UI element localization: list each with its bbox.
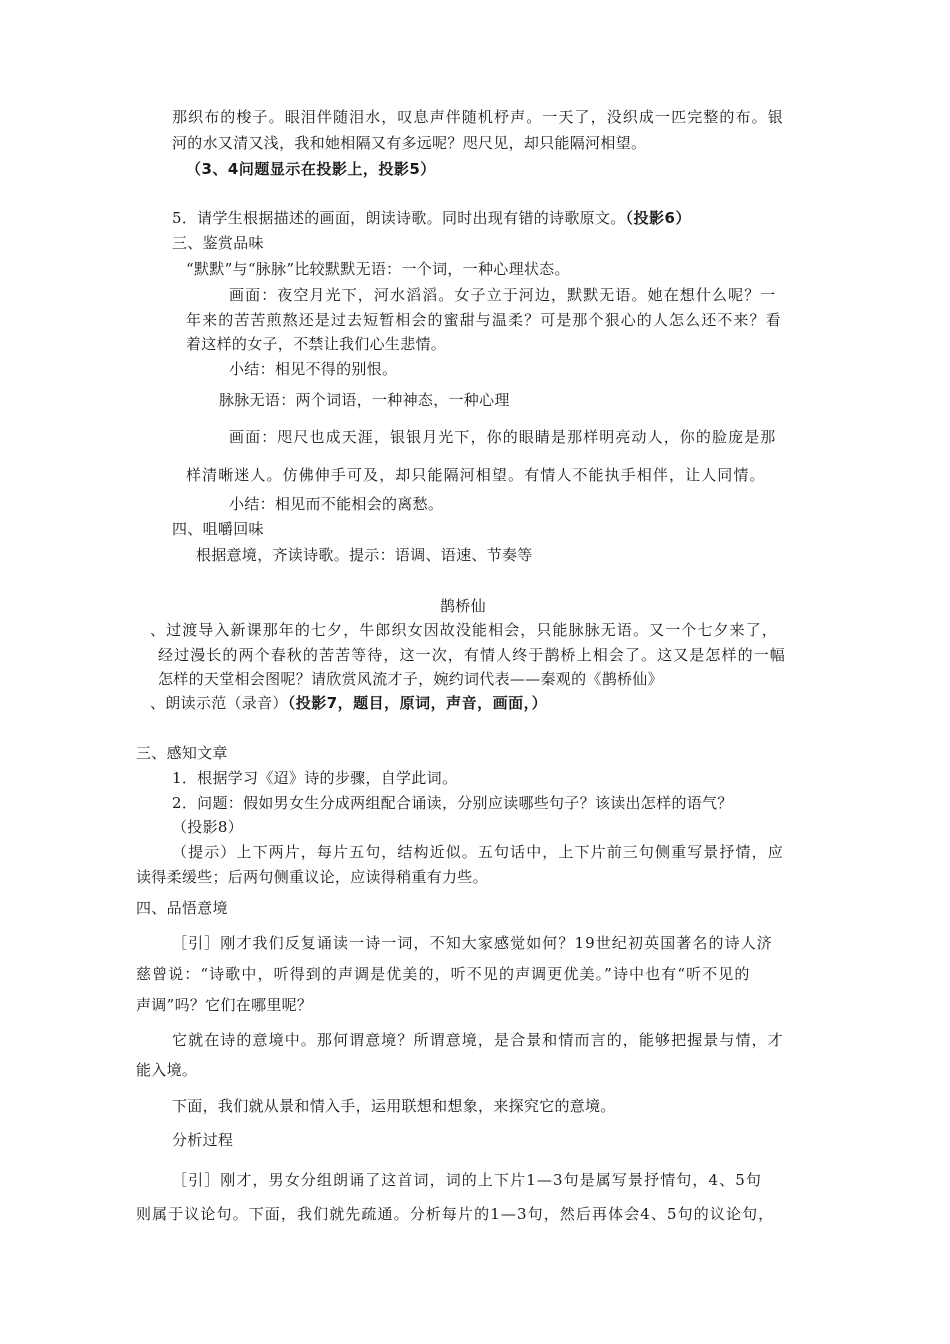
text-line: 怎样的天堂相会图呢？请欣赏风流才子，婉约词代表——秦观的《鹊桥仙》 — [158, 670, 663, 688]
summary-line: 小结：相见而不能相会的离愁。 — [229, 495, 444, 513]
list-item: 1．根据学习《迢》诗的步骤，自学此词。 — [172, 769, 458, 787]
list-item: 2．问题：假如男女生分成两组配合诵读，分别应读哪些句子？该读出怎样的语气？ — [172, 794, 733, 812]
text-line: 着这样的女子，不禁让我们心生悲情。 — [186, 335, 447, 353]
text-line: 慈曾说：“诗歌中，听得到的声调是优美的，听不见的声调更优美。”诗中也有“听不见的 — [136, 965, 751, 983]
text-line: ［引］刚才我们反复诵读一诗一词，不知大家感觉如何？19世纪初英国著名的诗人济 — [172, 934, 773, 952]
text-line: 读得柔缓些；后两句侧重议论，应读得稍重有力些。 — [136, 868, 488, 886]
text-line: 下面，我们就从景和情入手，运用联想和想象，来探究它的意境。 — [172, 1097, 616, 1115]
text-line: 脉脉无语：两个词语，一种神态，一种心理 — [219, 391, 510, 409]
text-line: 样清晰迷人。仿佛伸手可及，却只能隔河相望。有情人不能执手相伴，让人同情。 — [186, 466, 766, 484]
text-line: 、过渡导入新课那年的七夕，牛郎织女因故没能相会，只能脉脉无语。又一个七夕来了， — [150, 621, 778, 639]
text-line: “默默”与“脉脉”比较默默无语：一个词，一种心理状态。 — [186, 260, 570, 278]
projection-note: （投影7，题目，原词，声音，画面，） — [287, 694, 548, 712]
item-text: 5．请学生根据描述的画面，朗读诗歌。同时出现有错的诗歌原文。 — [172, 209, 626, 227]
poem-title: 鹊桥仙 — [440, 597, 486, 615]
text-line: ［引］刚才，男女分组朗诵了这首词，词的上下片1—3句是属写景抒情句，4、5句 — [172, 1171, 762, 1189]
text-line: 河的水又清又浅，我和她相隔又有多远呢？咫尺见，却只能隔河相望。 — [172, 134, 647, 152]
projection-note: （投影8） — [172, 818, 244, 836]
text-line: 则属于议论句。下面，我们就先疏通。分析每片的1—3句，然后再体会4、5句的议论句， — [136, 1205, 775, 1223]
text-line: 能入境。 — [136, 1061, 198, 1079]
summary-line: 小结：相见不得的别恨。 — [229, 360, 398, 378]
text-line: 画面：夜空月光下，河水滔滔。女子立于河边，默默无语。她在想什么呢？一 — [229, 286, 777, 304]
text-line: 经过漫长的两个春秋的苦苦等待，这一次，有情人终于鹊桥上相会了。这又是怎样的一幅 — [158, 646, 786, 664]
section-heading: 四、品悟意境 — [136, 899, 228, 917]
text-line: 它就在诗的意境中。那何谓意境？所谓意境，是合景和情而言的，能够把握景与情，才 — [172, 1031, 784, 1049]
text-line: 年来的苦苦煎熬还是过去短暂相会的蜜甜与温柔？可是那个狠心的人怎么还不来？看 — [186, 311, 782, 329]
list-item — [172, 208, 691, 228]
section-heading: 四、咀嚼回味 — [172, 520, 264, 538]
text-line: 声调”吗？它们在哪里呢？ — [136, 996, 313, 1014]
text-line: 画面：咫尺也成天涯，银银月光下，你的眼睛是那样明亮动人，你的脸庞是那 — [229, 428, 777, 446]
list-item — [150, 693, 547, 713]
item-text: 、朗读示范（录音） — [150, 694, 288, 712]
text-line: 那织布的梭子。眼泪伴随泪水，叹息声伴随机杼声。一天了，没织成一匹完整的布。银 — [172, 108, 784, 126]
subsection-heading: 分析过程 — [172, 1131, 234, 1149]
section-heading: 三、鉴赏品味 — [172, 234, 264, 252]
projection-note: （3、4问题显示在投影上，投影5） — [186, 160, 436, 178]
section-heading: 三、感知文章 — [136, 744, 228, 762]
text-line: 根据意境，齐读诗歌。提示：语调、语速、节奏等 — [196, 546, 533, 564]
projection-note: （投影6） — [625, 209, 691, 227]
text-line: （提示）上下两片，每片五句，结构近似。五句话中，上下片前三句侧重写景抒情，应 — [172, 843, 784, 861]
